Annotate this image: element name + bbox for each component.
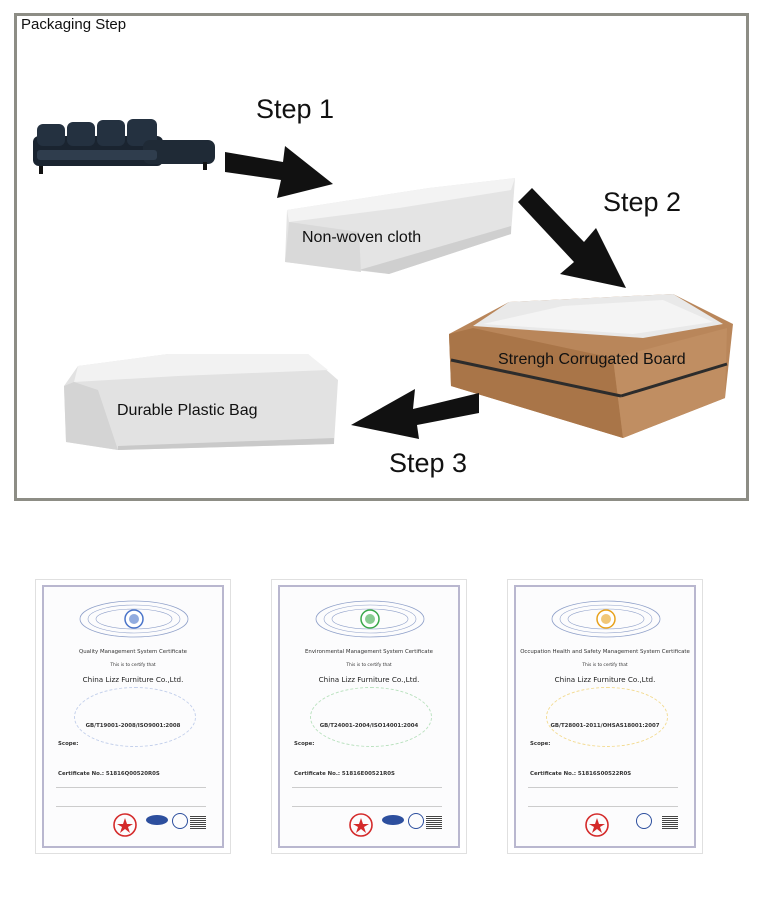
corrugated-box-image [443, 294, 739, 444]
cnas-logo [172, 813, 188, 829]
certificate-heading: Occupation Health and Safety Management System Certificate [520, 649, 690, 655]
qr-code-icon [662, 815, 678, 829]
certificate-heading: Quality Management System Certificate [78, 649, 187, 655]
certificate-scope: Scope: [530, 741, 551, 747]
certificate-scope: Scope: [58, 741, 79, 747]
certificate-occupational [508, 580, 702, 853]
certificate-seal [346, 813, 376, 837]
certificate-guilloche-emblem [550, 597, 662, 641]
certificate-guilloche-emblem [314, 597, 426, 641]
certificate-watermark [310, 687, 432, 747]
certificate-seal [110, 813, 140, 837]
certificate-dates [56, 787, 206, 807]
certificate-number: Certificate No.: 51816Q00520R0S [58, 771, 160, 777]
step-2-label: Step 2 [603, 187, 682, 217]
certificate-company: China Lizz Furniture Co.,Ltd. [554, 675, 656, 684]
certificate-dates [292, 787, 442, 807]
certificate-heading: Environmental Management System Certificate [305, 649, 433, 655]
certificate-quality [36, 580, 230, 853]
certificate-number: Certificate No.: 51816E00521R0S [294, 771, 395, 777]
cloth-label: Non-woven cloth [302, 229, 422, 246]
iaf-logo [146, 815, 168, 825]
sofa-image [33, 116, 218, 176]
cnas-logo [636, 813, 652, 829]
certificate-certify: This is to certify that [346, 663, 392, 668]
certificate-standard: GB/T24001-2004/ISO14001:2004 [319, 723, 419, 729]
certificate-scope: Scope: [294, 741, 315, 747]
certificate-dates [528, 787, 678, 807]
certificate-certify: This is to certify that [110, 663, 156, 668]
board-label: Strengh Corrugated Board [498, 351, 686, 368]
bag-label: Durable Plastic Bag [117, 402, 258, 419]
certificate-number: Certificate No.: 51816S00522R0S [530, 771, 632, 777]
packaging-title: Packaging Step [21, 16, 127, 33]
cloth-wrapped-image [279, 170, 519, 282]
certificate-standard: GB/T19001-2008/ISO9001:2008 [85, 723, 181, 729]
certificate-seal [582, 813, 612, 837]
certificate-company: China Lizz Furniture Co.,Ltd. [318, 675, 420, 684]
step-3-label: Step 3 [389, 448, 468, 478]
certificate-watermark [546, 687, 668, 747]
step-1-label: Step 1 [256, 94, 335, 124]
qr-code-icon [426, 815, 442, 829]
certificate-standard: GB/T28001-2011/OHSAS18001:2007 [550, 723, 660, 729]
iaf-logo [382, 815, 404, 825]
certificate-watermark [74, 687, 196, 747]
arrow-down-right-icon [514, 188, 634, 292]
certificate-certify: This is to certify that [582, 663, 628, 668]
qr-code-icon [190, 815, 206, 829]
certificate-company: China Lizz Furniture Co.,Ltd. [82, 675, 184, 684]
certificate-environmental [272, 580, 466, 853]
certificate-guilloche-emblem [78, 597, 190, 641]
cnas-logo [408, 813, 424, 829]
arrow-left-icon [349, 385, 481, 441]
